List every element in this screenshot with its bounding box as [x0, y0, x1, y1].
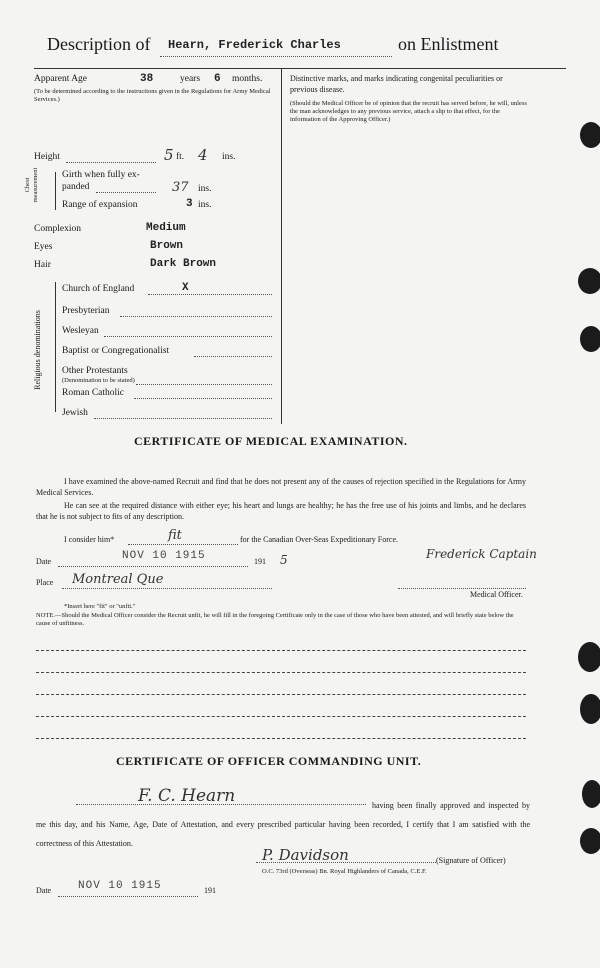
- girth-ins-label: ins.: [198, 184, 212, 194]
- religion-rule: [194, 356, 272, 357]
- commanding-recruit-signature: F. C. Hearn: [138, 786, 236, 806]
- commanding-heading: CERTIFICATE OF OFFICER COMMANDING UNIT.: [116, 754, 422, 768]
- medical-date-label: Date: [36, 557, 52, 566]
- complexion-label: Complexion: [34, 224, 81, 234]
- commanding-date-rule: [58, 896, 198, 897]
- religion-rule: [148, 294, 272, 295]
- medical-para-1: I have examined the above-named Recruit and find that he does not present any of the causes of rejection specified in the Regulations for Army Medical Services.: [36, 477, 526, 497]
- commanding-officer-label: (Signature of Officer): [436, 856, 506, 865]
- religion-rule: [134, 398, 272, 399]
- months-label: months.: [232, 74, 263, 84]
- religion-rule: [120, 316, 272, 317]
- consider-value: fit: [168, 528, 182, 543]
- religion-baptist: Baptist or Congregationalist: [62, 346, 170, 356]
- recruit-name: Hearn, Frederick Charles: [168, 38, 341, 52]
- religion-presbyterian: Presbyterian: [62, 306, 110, 316]
- religion-rule: [94, 418, 272, 419]
- height-ft: 5: [164, 146, 174, 164]
- religion-side-label: Religious denominations: [33, 310, 42, 390]
- eyes-value: Brown: [150, 240, 184, 252]
- punch-hole: [580, 122, 600, 148]
- top-border: [34, 68, 566, 69]
- girth-value: 37: [172, 180, 189, 195]
- religion-roman-catholic: Roman Catholic: [62, 388, 125, 398]
- medical-officer-label: Medical Officer.: [470, 590, 523, 599]
- medical-date-stamp: NOV 10 1915: [122, 550, 206, 562]
- girth-rule: [96, 192, 156, 193]
- religion-other-protestants: Other Protestants: [62, 366, 128, 376]
- hair-value: Dark Brown: [150, 258, 217, 270]
- unfit-cause-line: [36, 650, 526, 651]
- unfit-cause-line: [36, 716, 526, 717]
- commanding-para: having been finally approved and inspected by me this day, and his Name, Age, Date of Attestation, and every prescribed particular having been recorded, I certify that I am satisfied with the correctness of this Attestation.: [36, 801, 530, 848]
- complexion-value: Medium: [146, 222, 186, 234]
- range-label: Range of expansion: [62, 200, 138, 210]
- range-value: 3: [186, 198, 193, 210]
- hair-label: Hair: [34, 260, 51, 270]
- height-rule: [66, 162, 156, 163]
- medical-heading: CERTIFICATE OF MEDICAL EXAMINATION.: [134, 434, 408, 448]
- punch-hole: [580, 326, 600, 352]
- punch-hole: [580, 828, 600, 854]
- age-label: Apparent Age: [34, 74, 88, 84]
- chest-side-label: Chest measurement: [24, 167, 39, 203]
- height-in: 4: [198, 146, 208, 164]
- unfit-cause-line: [36, 694, 526, 695]
- form-title-right: on Enlistment: [398, 34, 499, 54]
- form-title-left: Description of: [47, 34, 151, 54]
- religion-bracket: [55, 282, 56, 412]
- religion-denomination-note: (Denomination to be stated): [62, 377, 135, 384]
- medical-para-2: He can see at the required distance with either eye; his heart and lungs are healthy; he has the free use of his joints and limbs, and he declares that he is not subject to fits of any description.: [36, 501, 526, 521]
- age-years: 38: [140, 73, 154, 85]
- age-months: 6: [214, 73, 221, 85]
- medical-date-year: 5: [280, 553, 288, 567]
- years-label: years: [180, 74, 201, 84]
- place-label: Place: [36, 578, 54, 587]
- medical-note: NOTE.—Should the Medical Officer consider the Recruit unfit, he will fill in the foregoing Certificate only in the case of those who have been attested, and will briefly state below the cause of unfitness.: [36, 612, 514, 627]
- medical-date-suffix: 191: [254, 557, 266, 566]
- consider-rule: [128, 544, 238, 545]
- punch-hole: [578, 642, 600, 672]
- religion-rule: [136, 384, 272, 385]
- unfit-cause-line: [36, 672, 526, 673]
- commanding-unit: O.C. 73rd (Overseas) Bn. Royal Highlanders of Canada, C.E.F.: [262, 868, 427, 875]
- height-label: Height: [34, 152, 60, 162]
- girth-label-2: panded: [62, 182, 90, 192]
- religion-rule: [104, 336, 272, 337]
- religion-church-of-england: Church of England: [62, 284, 135, 294]
- commanding-date-stamp: NOV 10 1915: [78, 880, 162, 892]
- consider-tail: for the Canadian Over-Seas Expeditionary Force.: [240, 535, 399, 544]
- religion-jewish: Jewish: [62, 408, 88, 418]
- marks-note: (Should the Medical Officer be of opinion that the recruit has served before, he will, unless the man acknowledges to any previous service, attach a slip to that effect, for the information of the Approving Officer.): [290, 100, 527, 123]
- eyes-label: Eyes: [34, 242, 53, 252]
- commanding-date-label: Date: [36, 886, 52, 895]
- medical-officer-signature: Frederick Captain: [426, 547, 537, 561]
- column-divider: [281, 68, 282, 424]
- medical-date-rule: [58, 566, 248, 567]
- punch-hole: [578, 268, 600, 294]
- unfit-cause-line: [36, 738, 526, 739]
- punch-hole: [582, 780, 600, 808]
- ins-label: ins.: [222, 152, 236, 162]
- age-note: (To be determined according to the instructions given in the Regulations for Army Medical Services.): [34, 88, 271, 103]
- marks-label: Distinctive marks, and marks indicating congenital peculiarities or previous disease.: [290, 74, 503, 94]
- chest-bracket: [55, 172, 56, 210]
- medical-footnote: *Insert here "fit" or "unfit.": [64, 603, 136, 610]
- place-value: Montreal Que: [72, 572, 164, 587]
- religion-wesleyan: Wesleyan: [62, 326, 99, 336]
- name-rule: [160, 56, 392, 57]
- religion-mark: X: [182, 282, 189, 294]
- ft-label: ft.: [176, 152, 185, 162]
- place-rule: [62, 588, 272, 589]
- range-ins-label: ins.: [198, 200, 212, 210]
- medical-officer-rule: [398, 588, 526, 589]
- commanding-date-suffix: 191: [204, 886, 216, 895]
- girth-label-1: Girth when fully ex-: [62, 170, 140, 180]
- consider-label: I consider him*: [64, 535, 115, 544]
- punch-hole: [580, 694, 600, 724]
- commanding-officer-signature: P. Davidson: [262, 846, 349, 864]
